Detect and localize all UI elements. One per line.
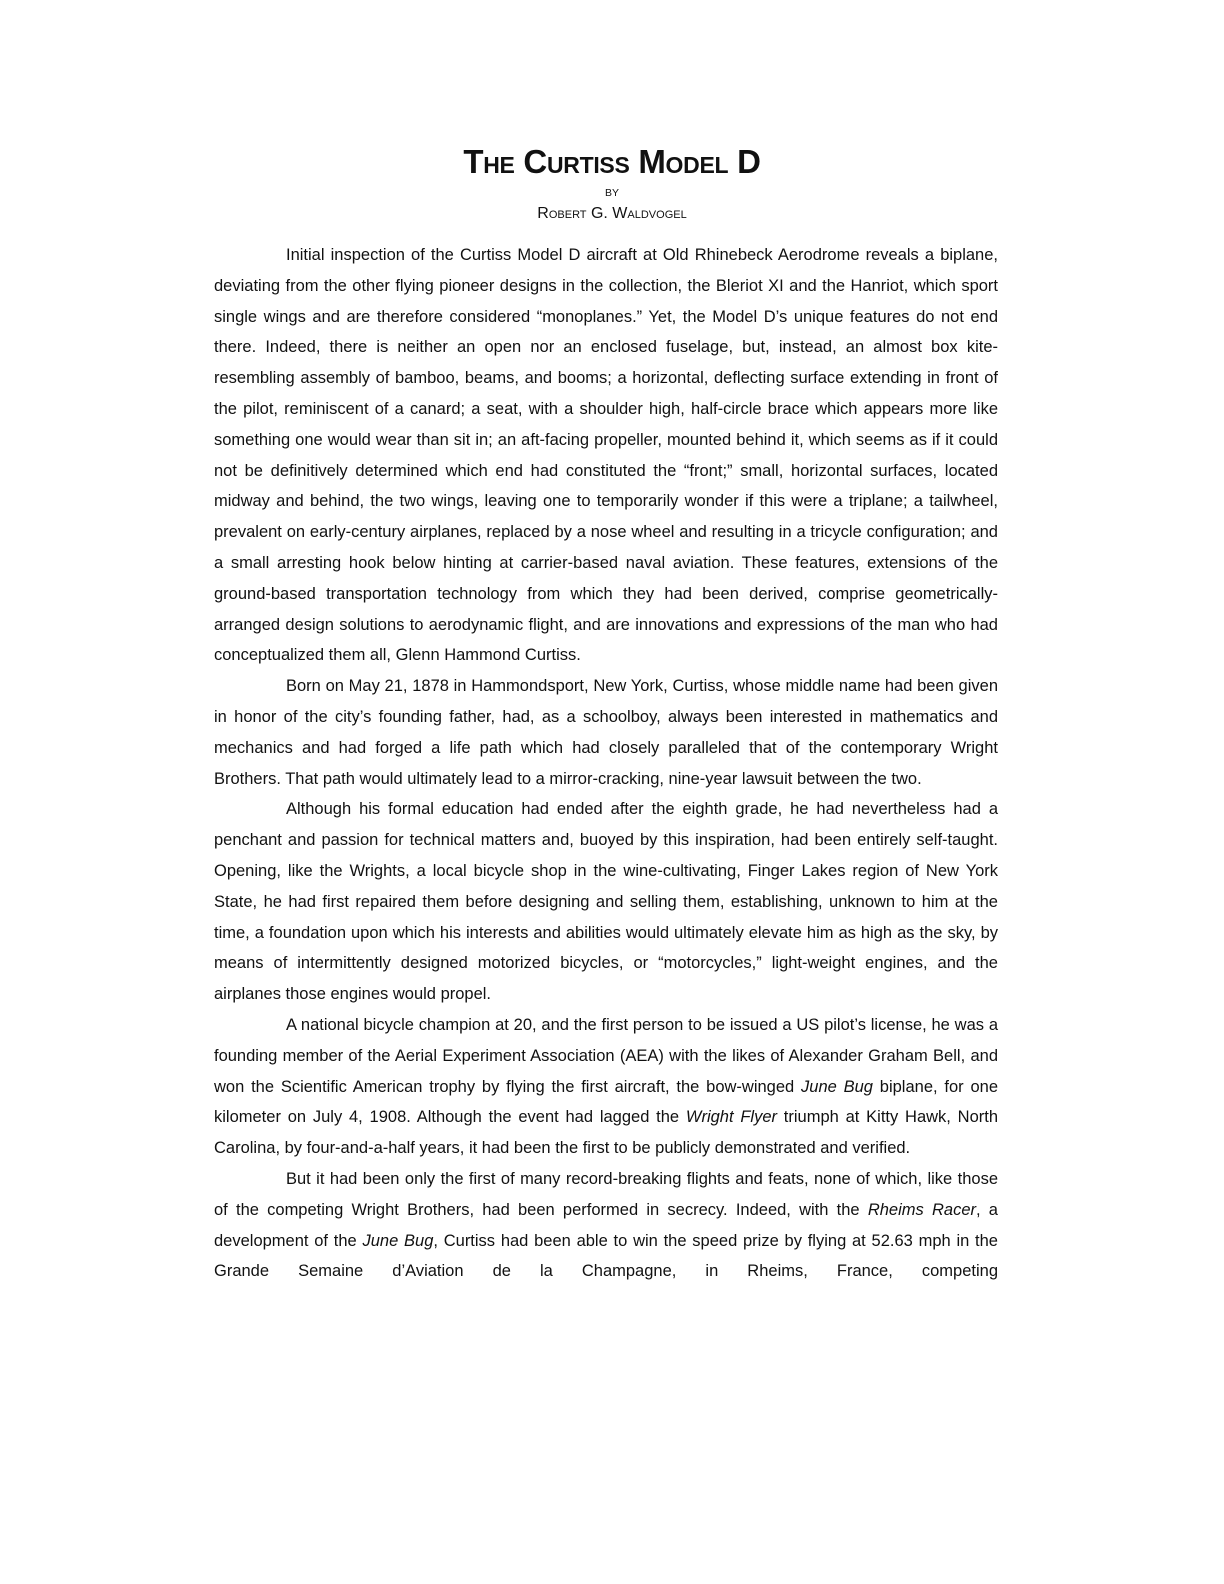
text-segment: , Curtiss had been able to win the speed prize by flying at 52.63 mph in the Grande Semaine d’Aviation de la Champagne, in Rheims, France, competing — [214, 1231, 998, 1281]
text-segment: Although his formal education had ended after the eighth grade, he had nevertheless had a penchant and passion for technical matters and, buoyed by this inspiration, had been entirely self-taught. Opening, like the Wrights, a local bicycle shop in the wine-cultivating, Finger Lakes region of New York State, he had first repaired them before designing and selling them, establishing, unknown to him at the time, a foundation upon which his interests and abilities would ultimately elevate him as high as the sky, by means of intermittently designed motorized bicycles, or “motorcycles,” light-weight engines, and the airplanes those engines would propel. — [214, 800, 998, 1004]
article-body — [214, 240, 998, 1287]
paragraph-3 — [214, 794, 998, 1010]
text-segment: But it had been only the first of many record-breaking flights and feats, none of which, like those of the competing Wright Brothers, had been performed in secrecy. Indeed, with the — [214, 1169, 998, 1219]
text-segment: biplane, for one kilometer on July 4, 1908. Although the event had lagged the — [214, 1077, 998, 1127]
paragraph-5 — [214, 1164, 998, 1287]
paragraph-1 — [214, 240, 998, 671]
italic-title: Rheims Racer — [867, 1200, 976, 1219]
author-name: Robert G. Waldvogel — [537, 205, 687, 222]
paragraph-2 — [214, 671, 998, 794]
document-title: The Curtiss Model D — [463, 143, 761, 180]
byline: BY — [604, 187, 619, 199]
text-segment: triumph at Kitty Hawk, North Carolina, by four-and-a-half years, it had been the first to be publicly demonstrated and verified. — [214, 1108, 999, 1158]
italic-title: June Bug — [801, 1077, 873, 1096]
paragraph-4 — [214, 1010, 998, 1164]
text-segment: A national bicycle champion at 20, and the first person to be issued a US pilot’s license, he was a founding member of the Aerial Experiment Association (AEA) with the likes of Alexander Graham Bell, and won the Scientific American trophy by flying the first aircraft, the bow-winged — [214, 1015, 998, 1096]
text-segment: Born on May 21, 1878 in Hammondsport, New York, Curtiss, whose middle name had been given in honor of the city’s founding father, had, as a schoolboy, always been interested in mathematics and mechanics and had forged a life path which had closely paralleled that of the contemporary Wright Brothers. That path would ultimately lead to a mirror-cracking, nine-year lawsuit between the two. — [214, 677, 998, 788]
italic-title: Wright Flyer — [685, 1108, 778, 1127]
italic-title: June Bug — [362, 1231, 434, 1250]
text-segment: , a development of the — [214, 1200, 998, 1250]
text-segment: Initial inspection of the Curtiss Model D aircraft at Old Rhinebeck Aerodrome reveals a biplane, deviating from the other flying pioneer designs in the collection, the Bleriot XI and the Hanriot, which sport single wings and are therefore considered “monoplanes.” Yet, the Model D’s unique features do not end there. Indeed, there is neither an open nor an enclosed fuselage, but, instead, an almost box kite-resembling assembly of bamboo, beams, and booms; a horizontal, deflecting surface extending in front of the pilot, reminiscent of a canard; a seat, with a shoulder high, half-circle brace which appears more like something one would wear than sit in; an aft-facing propeller, mounted behind it, which seems as if it could not be definitively determined which end had constituted the “front;” small, horizontal surfaces, located midway and behind, the two wings, leaving one to temporarily wonder if this were a triplane; a tailwheel, prevalent on early-century airplanes, replaced by a nose wheel and resulting in a tricycle configuration; and a small arresting hook below hinting at carrier-based naval aviation. These features, extensions of the ground-based transportation technology from which they had been derived, comprise geometrically-arranged design solutions to aerodynamic flight, and are innovations and expressions of the man who had conceptualized them all, Glenn Hammond Curtiss. — [214, 246, 998, 665]
